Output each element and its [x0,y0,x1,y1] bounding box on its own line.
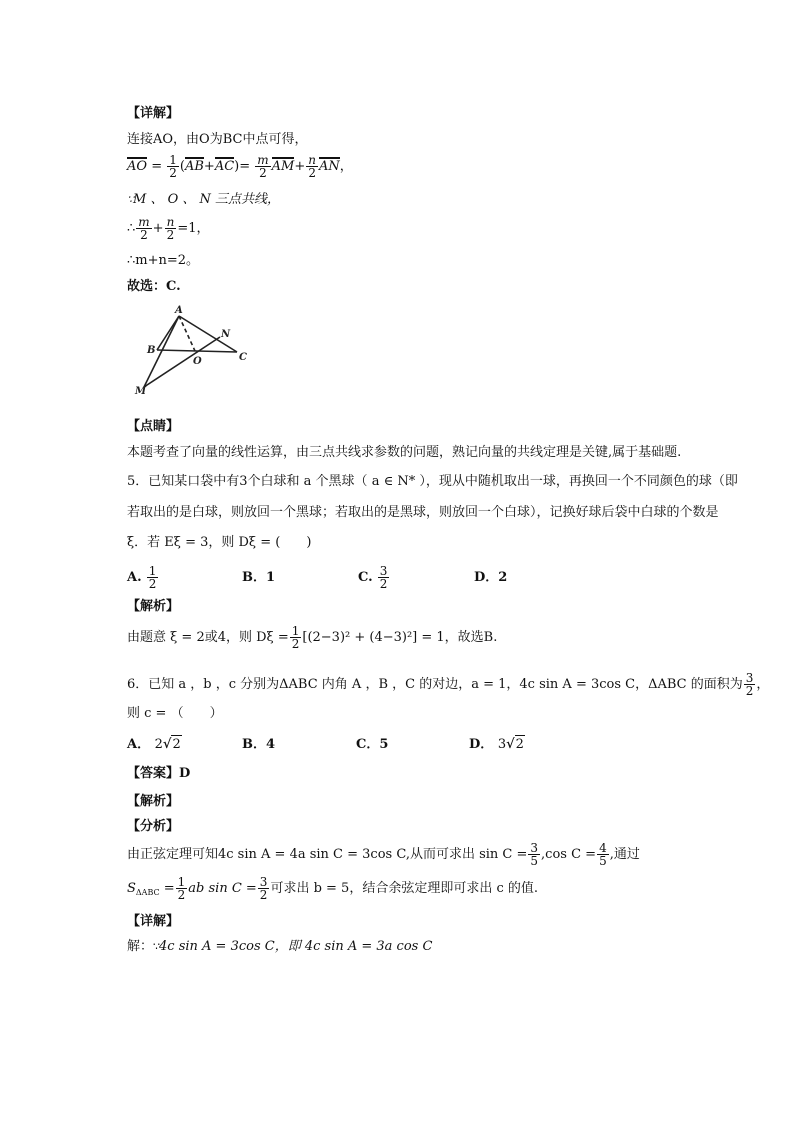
vector-ao: AO [127,159,148,174]
q5-line2: 若取出的是白球，则放回一个黑球；若取出的是黑球，则放回一个白球），记换好球后袋中白球的个数是 [127,505,719,520]
label-o: O [193,356,202,367]
choice-line: 故选：C. [127,279,181,294]
q6-analysis-heading: 【解析】 [127,794,180,809]
q5-option-c: C. $\frac{3}{2}$ [358,564,388,591]
q6-line2: 则 c = （ ） [127,706,223,721]
q6-option-b: B．4 [242,737,276,752]
q5-options [127,563,507,593]
vector-ab: AB [184,159,204,174]
q6-line1: 6．已知 a ，b ，c 分别为ΔABC 内角 A ，B ，C 的对边，a = 1，4c sin A = 3cos C，ΔABC 的面积为 $\frac{3}{2}$ ， [127,671,770,698]
label-a: A [175,305,183,316]
q5-analysis-heading: 【解析】 [127,599,180,614]
q6-solution: 解：∵4c sin A = 3cos C，即 4c sin A = 3a cos C [127,939,433,954]
fraction-n-half: $\frac{n}{2}$ [308,153,317,180]
q6-analysis-line2: $S_{\Delta ABC}$ = $\frac{1}{2}$ ab sin C = $\frac{3}{2}$ 可求出 b = 5，结合余弦定理即可求出 c 的值. [127,875,538,902]
q6-answer: 【答案】D [127,766,191,781]
q5-option-d: D．2 [474,570,508,585]
q6-option-c: C．5 [356,737,389,752]
q6-analysis-sub: 【分析】 [127,819,180,834]
vector-equation: AO = $\frac{1}{2}$ (AB+AC)= $\frac{m}{2}$ AM+ $\frac{n}{2}$ AN， [127,153,353,180]
label-b: B [147,345,156,356]
q5-option-b: B．1 [242,570,276,585]
q5-analysis: 由题意 ξ = 2或4，则 Dξ = $\frac{1}{2}$ [(2−3)² + (4−3)²] = 1，故选B. [127,624,498,651]
triangle-figure [127,303,257,398]
label-m: M [135,386,147,397]
q6-option-a: A． 2√2 [127,737,181,752]
comment-heading: 【点睛】 [127,419,180,434]
vector-ac: AC [214,159,235,174]
detail-line: 连接AO，由O为BC中点可得， [127,132,308,147]
q6-options [127,735,525,754]
sum-line: ∴ $\frac{m}{2}$ + $\frac{n}{2}$ =1， [127,215,210,242]
fraction-m-half: $\frac{m}{2}$ [257,153,269,180]
q5-line3: ξ．若 Eξ = 3，则 Dξ = ( ) [127,535,312,550]
fraction-half: $\frac{1}{2}$ [169,153,177,180]
vector-am: AM [271,159,295,174]
result-line: ∴m+n=2。 [127,253,200,268]
vector-an: AN [319,159,340,174]
label-n: N [221,329,231,340]
q6-analysis-line1: 由正弦定理可知4c sin A = 4a sin C = 3cos C,从而可求出 sin C = $\frac{3}{5}$ ,cos C = $\frac{4}{5}$ ,通过 [127,841,640,868]
collinear-line: ∵M 、 O 、 N 三点共线， [127,192,281,207]
q5-option-a: A. $\frac{1}{2}$ [127,564,157,591]
q6-option-d: D． 3√2 [469,737,524,752]
label-c: C [239,352,247,363]
q5-line1: 5．已知某口袋中有3个白球和 a 个黑球（ a ∈ N* ），现从中随机取出一球，再换回一个不同颜色的球（即 [127,474,738,489]
comment-text: 本题考查了向量的线性运算，由三点共线求参数的问题，熟记向量的共线定理是关键,属于基础题. [127,445,682,460]
detail-heading: 【详解】 [127,106,180,121]
q6-detail-heading: 【详解】 [127,914,180,929]
